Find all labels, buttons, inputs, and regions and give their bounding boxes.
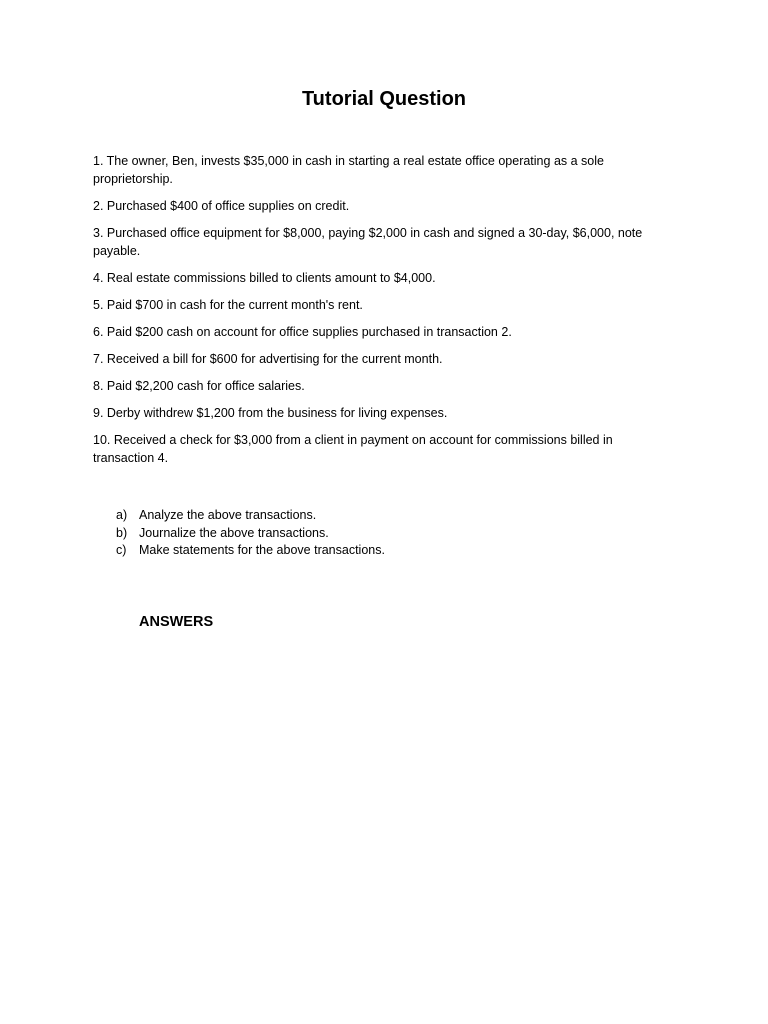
task-text: Analyze the above transactions. [139, 508, 317, 522]
question-item: 8. Paid $2,200 cash for office salaries. [93, 379, 305, 393]
task-letter: c) [116, 543, 127, 557]
task-item [116, 542, 385, 560]
question-item: 10. Received a check for $3,000 from a client in payment on account for commissions billed in transaction 4. [93, 433, 613, 465]
question-item: 9. Derby withdrew $1,200 from the business for living expenses. [93, 406, 448, 420]
question-item: 6. Paid $200 cash on account for office supplies purchased in transaction 2. [93, 325, 512, 339]
question-item: 4. Real estate commissions billed to clients amount to $4,000. [93, 271, 436, 285]
answers-heading: ANSWERS [139, 614, 214, 630]
task-text: Make statements for the above transactions. [139, 543, 385, 557]
question-item: 3. Purchased office equipment for $8,000, paying $2,000 in cash and signed a 30-day, $6,000, note payable. [93, 226, 643, 258]
question-item: 2. Purchased $400 of office supplies on credit. [93, 199, 350, 213]
question-list [93, 152, 673, 476]
question-item: 7. Received a bill for $600 for advertising for the current month. [93, 352, 443, 366]
task-item [116, 525, 385, 543]
question-item: 5. Paid $700 in cash for the current month's rent. [93, 298, 363, 312]
page-title: Tutorial Question [301, 88, 467, 110]
task-letter: a) [116, 508, 128, 522]
task-list [116, 507, 385, 560]
question-item: 1. The owner, Ben, invests $35,000 in cash in starting a real estate office operating as a sole proprietorship. [93, 154, 604, 186]
task-item [116, 507, 385, 525]
task-letter: b) [116, 525, 128, 540]
task-text: Journalize the above transactions. [139, 525, 329, 540]
